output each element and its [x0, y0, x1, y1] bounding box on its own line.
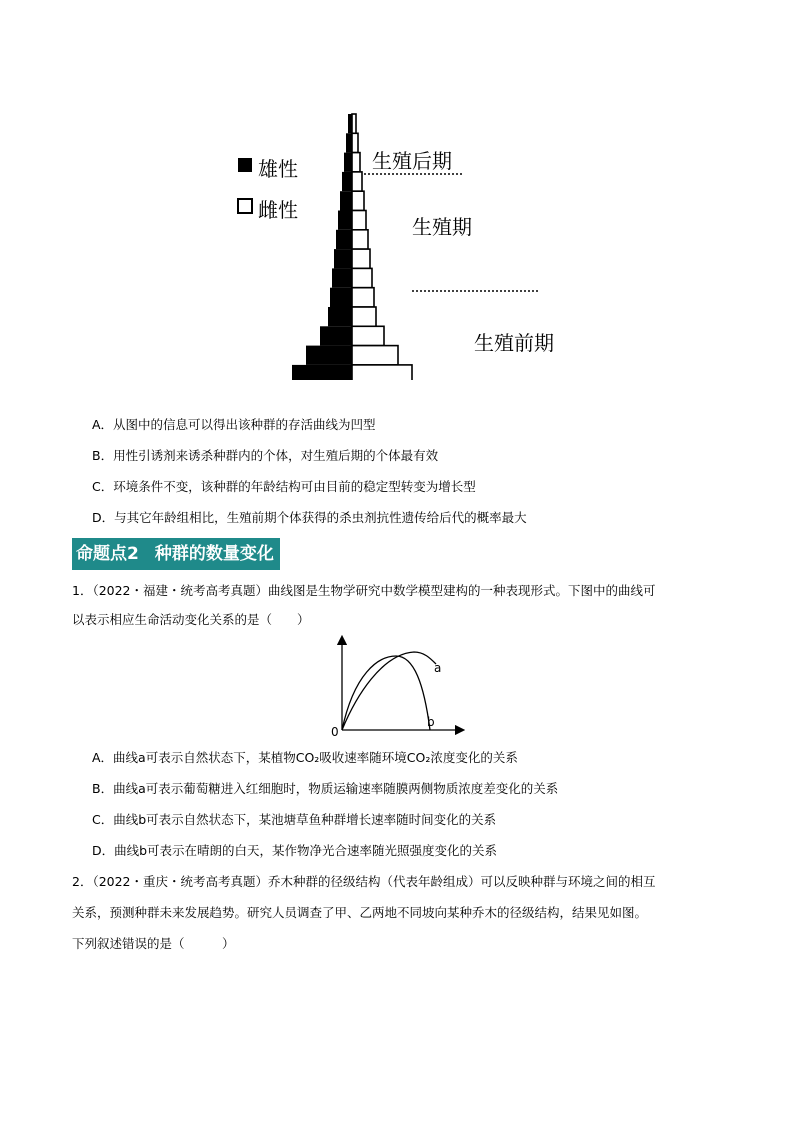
female-bar [352, 172, 362, 191]
male-bar [328, 307, 352, 326]
female-bar [352, 346, 398, 365]
q0-option-b: B．用性引诱剂来诱杀种群内的个体，对生殖后期的个体最有效 [92, 448, 439, 463]
label-pre-reproductive: 生殖前期 [474, 331, 554, 355]
label-reproductive: 生殖期 [412, 215, 472, 239]
section-title: 种群的数量变化 [154, 544, 274, 564]
female-bar [352, 191, 364, 210]
female-bar [352, 365, 412, 380]
female-bar [352, 114, 356, 133]
legend-female-label: 雌性 [258, 198, 298, 222]
legend-male-label: 雄性 [258, 157, 298, 181]
age-pyramid-figure [0, 0, 794, 380]
female-bar [352, 268, 372, 287]
female-bar [352, 326, 384, 345]
legend-male-swatch [238, 158, 252, 172]
section-number: 2 [127, 544, 139, 564]
origin-label: 0 [331, 725, 339, 739]
female-bar [352, 153, 360, 172]
curve-a-label: a [434, 661, 442, 675]
q0-option-d: D．与其它年龄组相比，生殖前期个体获得的杀虫剂抗性遗传给后代的概率最大 [92, 510, 527, 525]
male-bar [334, 249, 352, 268]
q2-stem-line1: 2．（2022・重庆・统考高考真题）乔木种群的径级结构（代表年龄组成）可以反映种群与环境之间的相互 [72, 874, 656, 889]
section-prefix: 命题点 [76, 544, 127, 564]
male-bar [336, 230, 352, 249]
female-bar [352, 307, 376, 326]
male-bar [344, 153, 352, 172]
legend-female-swatch [238, 199, 252, 213]
female-bar [352, 288, 374, 307]
female-bar [352, 249, 370, 268]
male-bar [342, 172, 352, 191]
q1-option-a: A．曲线a可表示自然状态下，某植物CO₂吸收速率随环境CO₂浓度变化的关系 [92, 750, 518, 765]
male-bar [332, 268, 352, 287]
q2-stem-line3: 下列叙述错误的是（ ） [72, 936, 235, 951]
q1-option-c: C．曲线b可表示自然状态下，某池塘草鱼种群增长速率随时间变化的关系 [92, 812, 497, 827]
male-bar [330, 288, 352, 307]
q1-stem-line2: 以表示相应生命活动变化关系的是（ ） [72, 612, 310, 627]
female-bar [352, 230, 368, 249]
male-bar [338, 211, 352, 230]
q1-option-d: D．曲线b可表示在晴朗的白天，某作物净光合速率随光照强度变化的关系 [92, 843, 498, 858]
curve-b [342, 656, 430, 730]
male-bar [346, 133, 352, 152]
section-header [72, 538, 280, 570]
q2-stem-line2: 关系，预测种群未来发展趋势。研究人员调查了甲、乙两地不同坡向某种乔木的径级结构，结果见如图。 [72, 905, 648, 920]
q0-option-c: C．环境条件不变，该种群的年龄结构可由目前的稳定型转变为增长型 [92, 479, 476, 494]
q1-stem-line1: 1．（2022・福建・统考高考真题）曲线图是生物学研究中数学模型建构的一种表现形式。下图中的曲线可 [72, 583, 656, 598]
female-bar [352, 211, 366, 230]
male-bar [306, 346, 352, 365]
curve-b-label: b [427, 715, 435, 729]
q0-option-a: A．从图中的信息可以得出该种群的存活曲线为凹型 [92, 417, 376, 432]
male-bar [320, 326, 352, 345]
female-bar [352, 133, 358, 152]
q1-curve-graph [326, 634, 466, 742]
q1-option-b: B．曲线a可表示葡萄糖进入红细胞时，物质运输速率随膜两侧物质浓度差变化的关系 [92, 781, 559, 796]
label-post-reproductive: 生殖后期 [372, 149, 452, 173]
male-bar [340, 191, 352, 210]
male-bar [292, 365, 352, 380]
